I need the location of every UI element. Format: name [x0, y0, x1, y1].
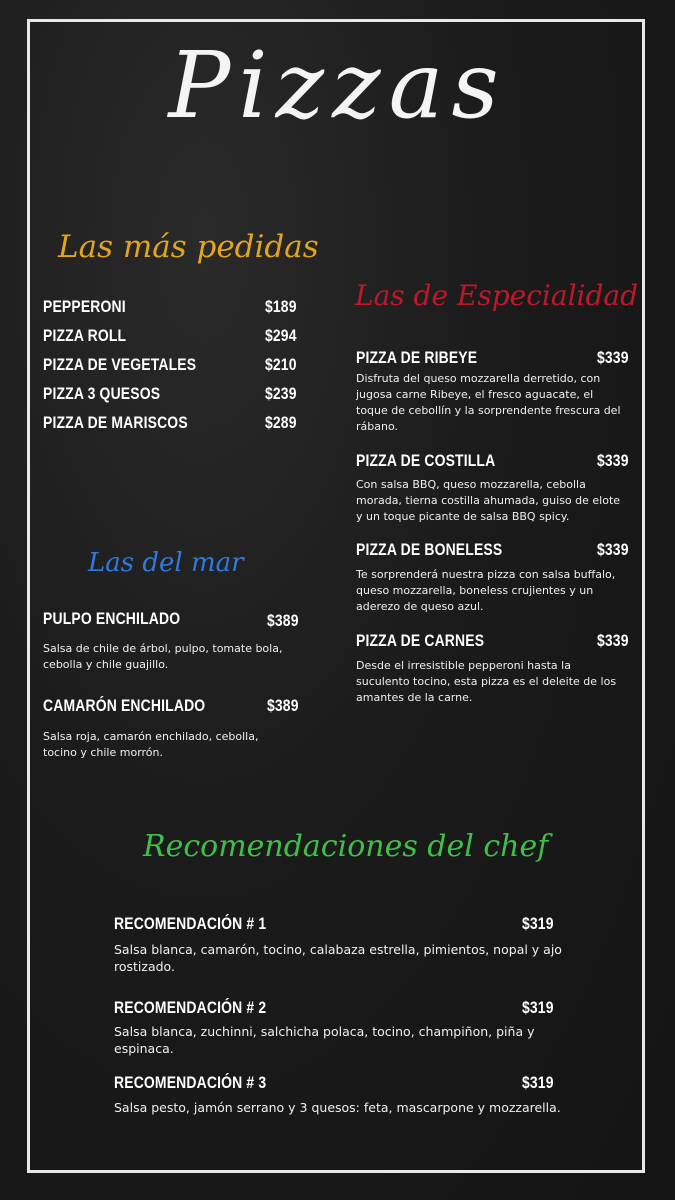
item-price: $339	[597, 631, 629, 650]
item-description: Salsa pesto, jamón serrano y 3 quesos: feta, mascarpone y mozzarella.	[114, 1100, 561, 1115]
item-name: PEPPERONI	[43, 297, 126, 316]
item-name: PIZZA DE VEGETALES	[43, 355, 197, 374]
item-description: Salsa blanca, zuchinni, salchicha polaca, tocino, champiñon, piña y espinaca.	[114, 1024, 535, 1056]
item-price: $339	[597, 451, 629, 470]
item-name: PIZZA DE BONELESS	[356, 540, 503, 559]
item-name: PIZZA DE MARISCOS	[43, 413, 188, 432]
item-price: $289	[265, 413, 297, 432]
item-price: $339	[597, 348, 629, 367]
item-name: RECOMENDACIÓN # 3	[114, 1073, 267, 1092]
item-description: Con salsa BBQ, queso mozzarella, cebolla morada, tierna costilla ahumada, guiso de elote y un toque picante de salsa BBQ spicy.	[356, 478, 621, 523]
item-description: Desde el irresistible pepperoni hasta la suculento tocino, esta pizza es el deleite de los amantes de la carne.	[356, 659, 617, 704]
item-description: Disfruta del queso mozzarella derretido, con jugosa carne Ribeye, el fresco aguacate, el toque de cebollín y la sorprendente frescura del rábano.	[356, 372, 621, 433]
section-title-mas-pedidas: Las más pedidas	[58, 229, 319, 265]
item-price: $294	[265, 326, 297, 345]
item-name: CAMARÓN ENCHILADO	[43, 696, 206, 715]
item-price: $210	[265, 355, 297, 374]
item-name: PULPO ENCHILADO	[43, 609, 181, 628]
item-price: $189	[265, 297, 297, 316]
section-title-del-mar: Las del mar	[88, 548, 244, 578]
item-description: Salsa roja, camarón enchilado, cebolla, tocino y chile morrón.	[43, 730, 259, 759]
item-description: Salsa de chile de árbol, pulpo, tomate bola, cebolla y chile guajillo.	[43, 642, 283, 671]
item-name: RECOMENDACIÓN # 2	[114, 998, 267, 1017]
item-name: PIZZA DE RIBEYE	[356, 348, 478, 367]
item-description: Salsa blanca, camarón, tocino, calabaza estrella, pimientos, nopal y ajo rostizado.	[114, 942, 562, 974]
item-price: $319	[522, 1073, 554, 1092]
item-name: PIZZA 3 QUESOS	[43, 384, 161, 403]
item-name: PIZZA DE COSTILLA	[356, 451, 496, 470]
item-price: $239	[265, 384, 297, 403]
item-price: $389	[267, 696, 299, 715]
section-title-especialidad: Las de Especialidad	[355, 279, 639, 312]
item-price: $339	[597, 540, 629, 559]
item-price: $319	[522, 914, 554, 933]
item-name: RECOMENDACIÓN # 1	[114, 914, 267, 933]
item-price: $389	[267, 611, 299, 630]
section-title-chef: Recomendaciones del chef	[143, 829, 549, 864]
item-description: Te sorprenderá nuestra pizza con salsa buffalo, queso mozzarella, boneless crujientes y un aderezo de queso azul.	[356, 568, 616, 613]
item-name: PIZZA ROLL	[43, 326, 127, 345]
item-name: PIZZA DE CARNES	[356, 631, 485, 650]
item-price: $319	[522, 998, 554, 1017]
page-title: Pizzas	[168, 32, 507, 139]
